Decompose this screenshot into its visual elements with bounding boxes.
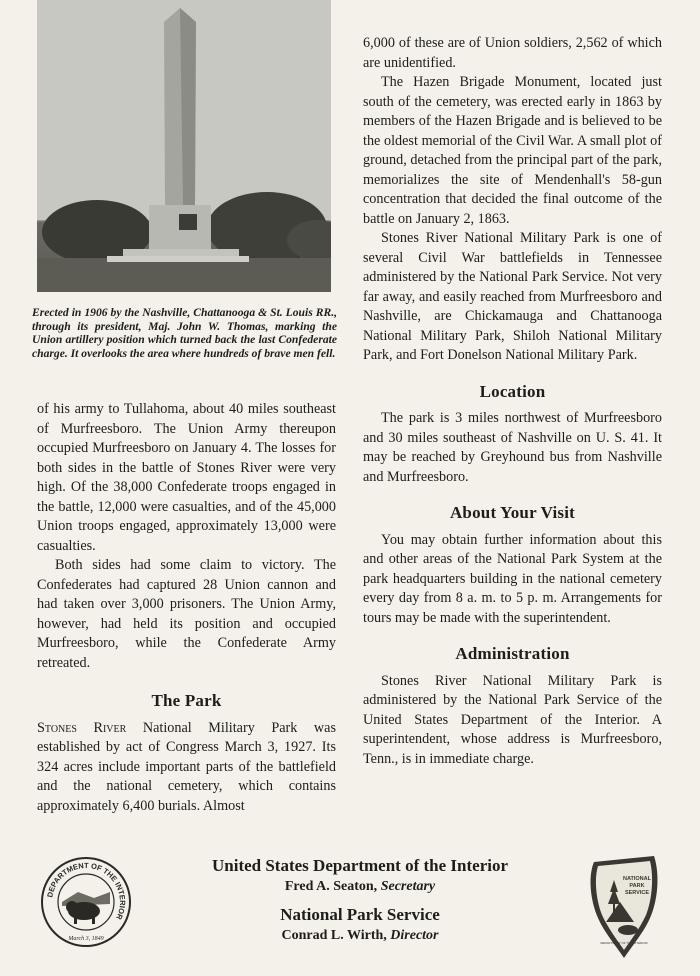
visit-heading: About Your Visit <box>449 503 576 522</box>
department-name: United States Department of the Interior <box>211 856 509 875</box>
paragraph: The Hazen Brigade Monument, located just south of the cemetery, was erected early in 1863 by members of the Hazen Brigade and is believed to be the oldest memorial of the Civil War. A small plot of ground, detached from the principal part of the park, memorializes the site of Mendenhall's 58-gun concentration that decided the final outcome of the battle on January 2, 1863. <box>363 74 662 227</box>
arrowhead-bottom-text: DEPARTMENT OF THE INTERIOR <box>600 941 648 945</box>
paragraph: The park is 3 miles northwest of Murfreesboro and 30 miles southeast of Nashville on U. S. 41. It may be reached by Greyhound bus from Nashville and Murfreesboro. <box>363 410 662 485</box>
paragraph <box>37 719 336 817</box>
right-column <box>363 34 662 769</box>
administration-heading: Administration <box>455 644 570 663</box>
director-name: Conrad L. Wirth, <box>281 928 391 943</box>
secretary-line <box>180 879 540 895</box>
park-heading: The Park <box>151 691 222 710</box>
monument-photo <box>37 0 331 292</box>
seal-date: March 3, 1849 <box>68 936 104 942</box>
arrowhead-text-3: SERVICE <box>624 890 650 896</box>
paragraph: Both sides had some claim to victory. The Confederates had captured 28 Union cannon and had taken over 3,000 prisoners. The Union Army, however, had held its position and occupied Murfreesboro, while the Confederate Army retreated. <box>37 557 336 671</box>
paragraph: Stones River National Military Park is one of several Civil War battlefields in Tennessee administered by the National Park Service. Not very far away, and easily reached from Murfreesboro and Nashville, are Chickamauga and Chattanooga National Military Park, Shiloh National Military Park, and Fort Donelson National Military Park. <box>363 230 662 363</box>
paragraph: of his army to Tullahoma, about 40 miles southeast of Murfreesboro. The Union Army thereupon occupied Murfreesboro on January 4. The losses for both sides in the battle of Stones River were very high. Of the 38,000 Confederate troops engaged in the battle, 12,000 were casualties, and of the 45,000 Union troops engaged, approximately 13,000 were casualties. <box>37 401 336 554</box>
secretary-name: Fred A. Seaton, <box>284 879 381 894</box>
footer <box>180 856 540 944</box>
director-line <box>180 928 540 944</box>
paragraph: Stones River National Military Park is administered by the National Park Service of the United States Department of the Interior. A superintendent, whose address is Murfreesboro, Tenn., is in immediate charge. <box>363 672 662 767</box>
paragraph: You may obtain further information about this and other areas of the National Park System at the park headquarters building in the national cemetery every day from 8 a. m. to 5 p. m. Arrangements for tours may be made with the superintendent. <box>363 531 662 626</box>
monument-illustration <box>37 0 331 292</box>
agency-name: National Park Service <box>280 905 440 924</box>
left-column <box>37 400 336 816</box>
paragraph: 6,000 of these are of Union soldiers, 2,562 of which are unidentified. <box>363 35 662 71</box>
seal-icon <box>40 856 132 948</box>
arrowhead-text-1: NATIONAL <box>622 876 652 882</box>
nps-arrowhead-logo <box>586 852 662 960</box>
seal-ring-text: DEPARTMENT OF THE INTERIOR <box>45 860 128 922</box>
park-lead: Stones River <box>37 719 127 736</box>
secretary-title: Secretary <box>380 879 436 894</box>
arrowhead-icon <box>586 852 662 960</box>
arrowhead-text-2: PARK <box>629 883 645 889</box>
interior-department-seal <box>40 856 132 948</box>
park-text: National Military Park was established by act of Congress March 3, 1927. Its 324 acres include important parts of the battlefield and the national cemetery, which contains approximately 6,400 burials. Almost <box>37 719 336 814</box>
location-heading: Location <box>479 381 546 401</box>
director-title: Director <box>390 928 439 943</box>
photo-caption: Erected in 1906 by the Nashville, Chattanooga & St. Louis RR., through its president, Maj. John W. Thomas, marking the Union artillery position which turned back the last Confederate charge. It overlooks the area where hundreds of brave men fell. <box>32 306 337 360</box>
